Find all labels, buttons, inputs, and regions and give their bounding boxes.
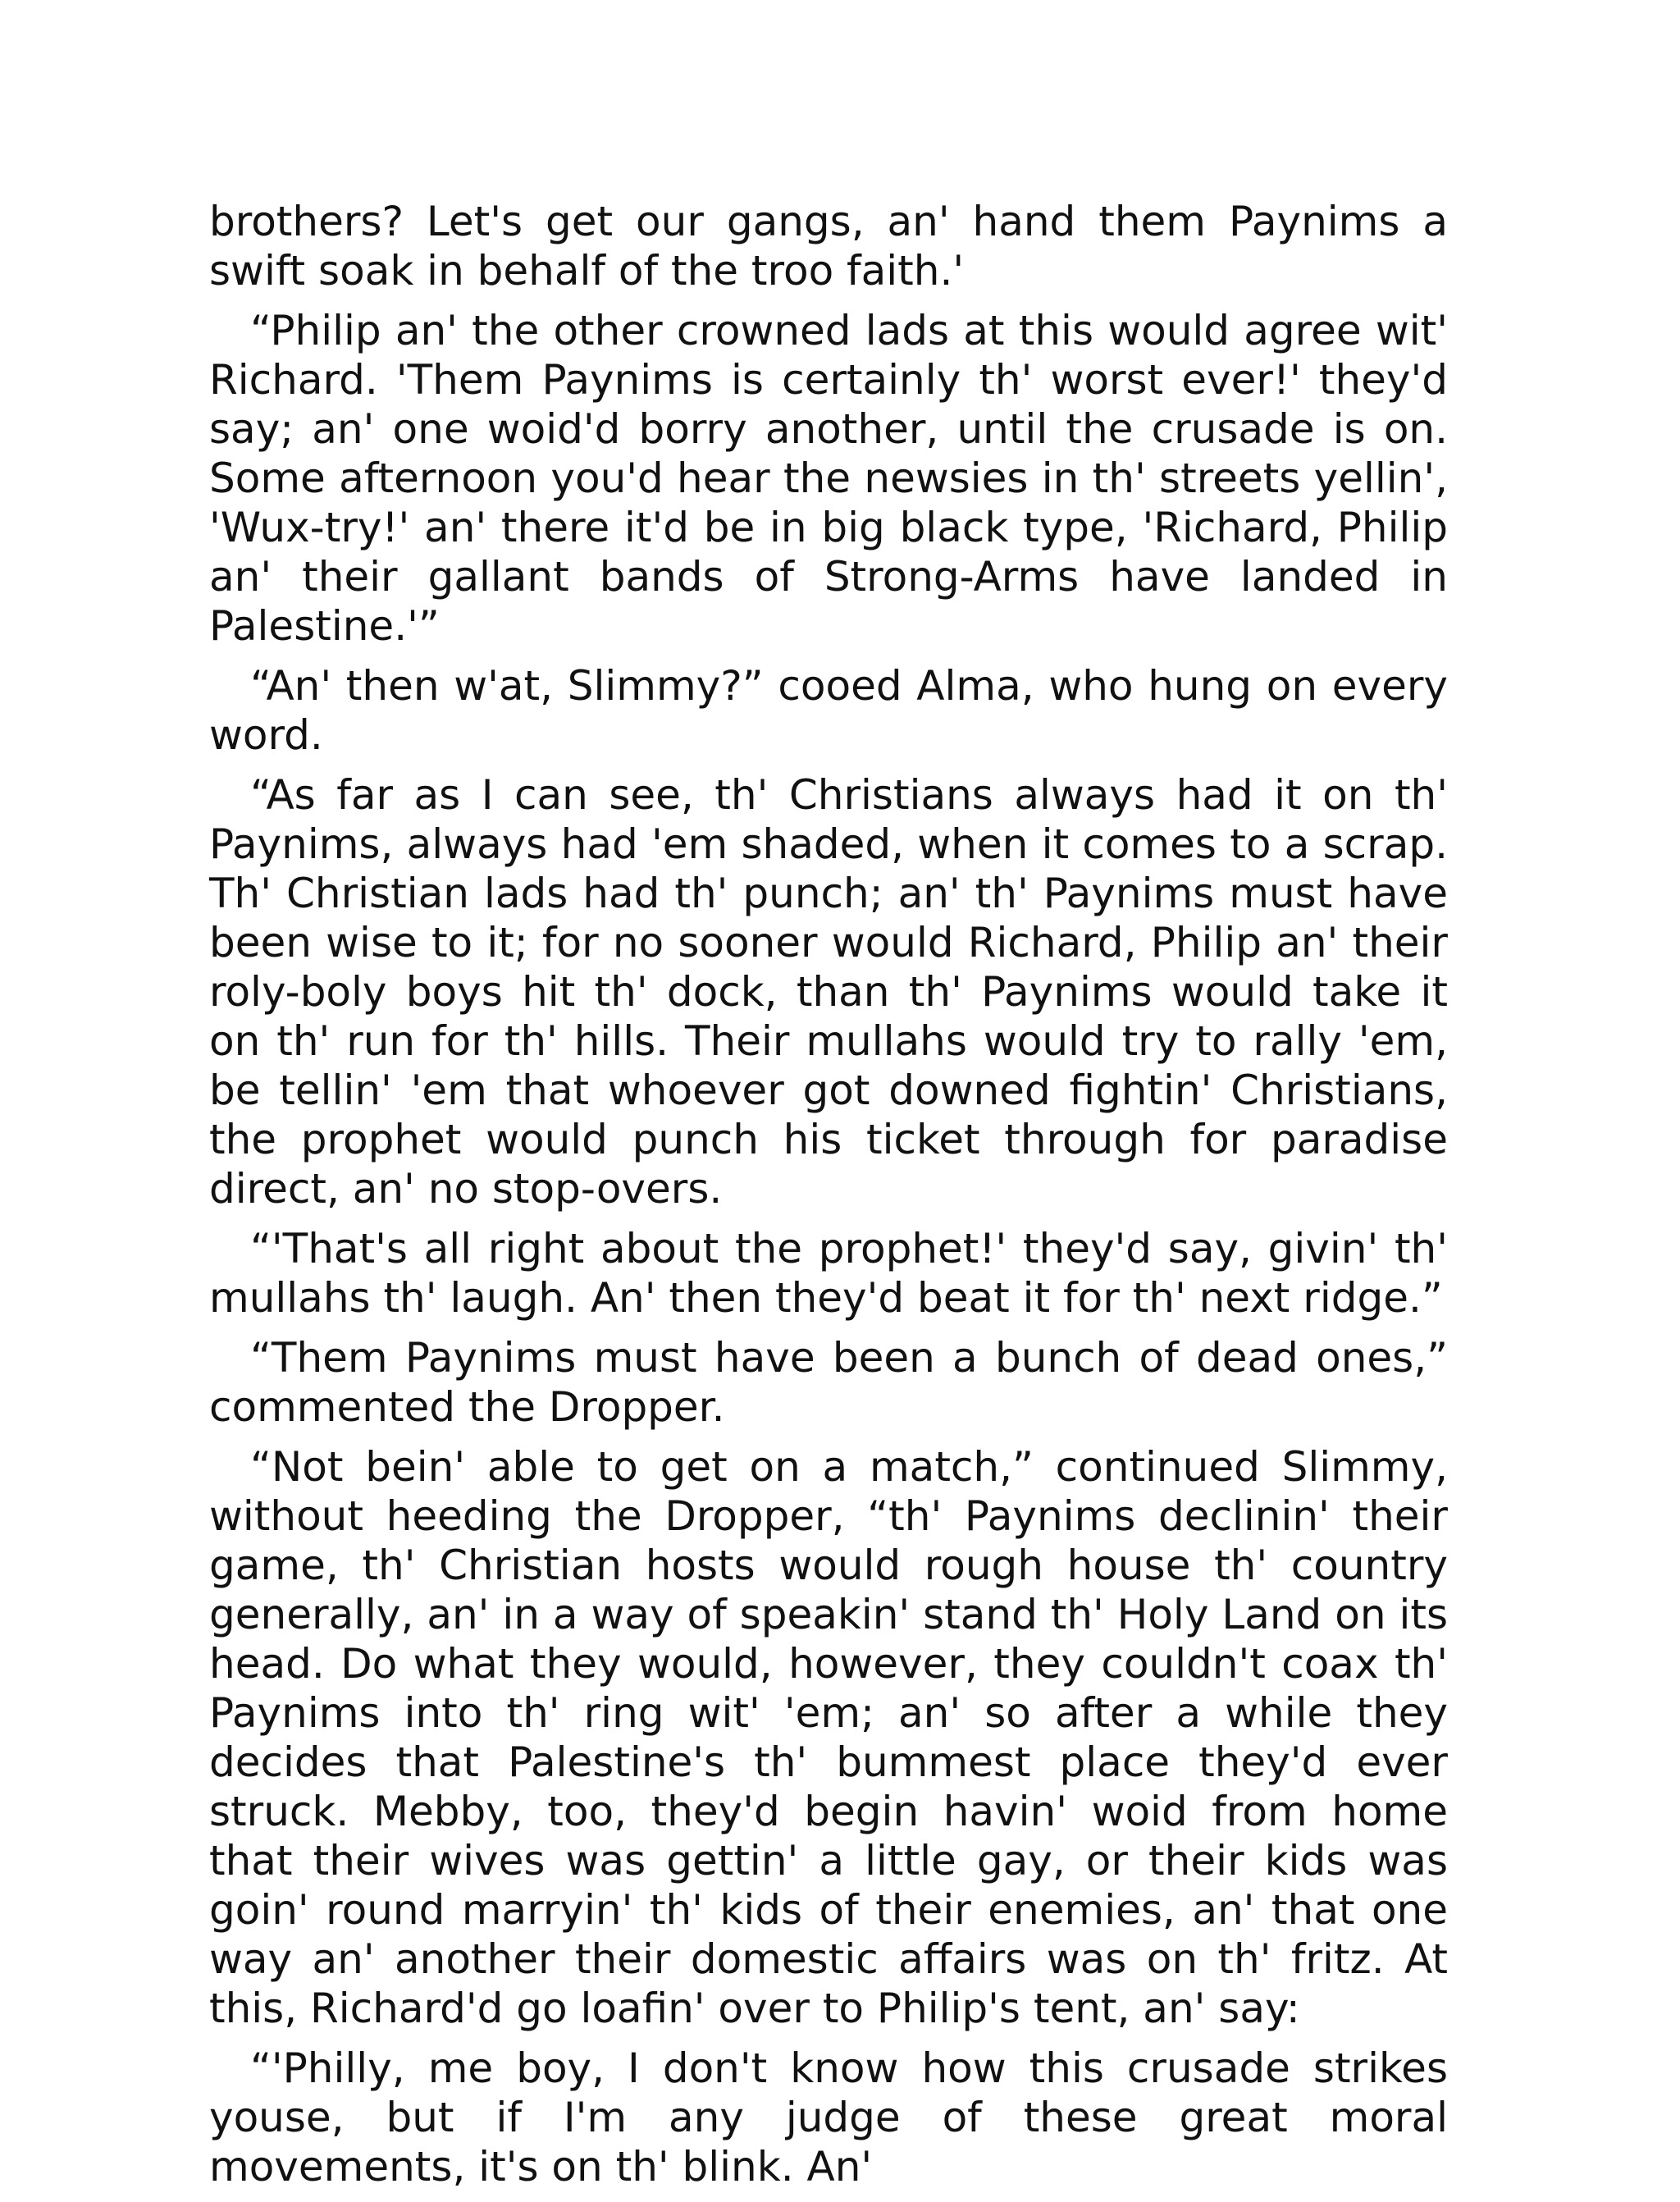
paragraph: “An' then w'at, Slimmy?” cooed Alma, who hung on every word. [209,662,1448,759]
paragraph: “Not bein' able to get on a match,” continued Slimmy, without heeding the Dropper, “th' Paynims declinin' their game, th' Christian hosts would rough house th' country generally, an' in a way of speakin' stand th' Holy Land on its head. Do what they would, however, they couldn't coax th' Paynims into th' ring wit' 'em; an' so after a while they decides that Palestine's th' bummest place they'd ever struck. Mebby, too, they'd begin havin' woid from home that their wives was gettin' a little gay, or their kids was goin' round marryin' th' kids of their enemies, an' that one way an' another their domestic affairs was on th' fritz. At this, Richard'd go loafin' over to Philip's tent, an' say: [209,1443,1448,2032]
paragraph: “'Philly, me boy, I don't know how this crusade strikes youse, but if I'm any judge of these great moral movements, it's on th' blink. An' [209,2044,1448,2191]
paragraph: “Philip an' the other crowned lads at this would agree wit' Richard. 'Them Paynims is certainly th' worst ever!' they'd say; an' one woid'd borry another, until the crusade is on. Some afternoon you'd hear the newsies in th' streets yellin', 'Wux-try!' an' there it'd be in big black type, 'Richard, Philip an' their gallant bands of Strong-Arms have landed in Palestine.'” [209,307,1448,650]
paragraph: “'That's all right about the prophet!' they'd say, givin' th' mullahs th' laugh. An' then they'd beat it for th' next ridge.” [209,1225,1448,1322]
paragraph: “As far as I can see, th' Christians always had it on th' Paynims, always had 'em shaded, when it comes to a scrap. Th' Christian lads had th' punch; an' th' Paynims must have been wise to it; for no sooner would Richard, Philip an' their roly-boly boys hit th' dock, than th' Paynims would take it on th' run for th' hills. Their mullahs would try to rally 'em, be tellin' 'em that whoever got downed fightin' Christians, the prophet would punch his ticket through for paradise direct, an' no stop-overs. [209,771,1448,1213]
book-page-text [209,197,1448,2202]
paragraph: “Them Paynims must have been a bunch of dead ones,” commented the Dropper. [209,1334,1448,1431]
paragraph: brothers? Let's get our gangs, an' hand them Paynims a swift soak in behalf of the troo faith.' [209,198,1448,295]
